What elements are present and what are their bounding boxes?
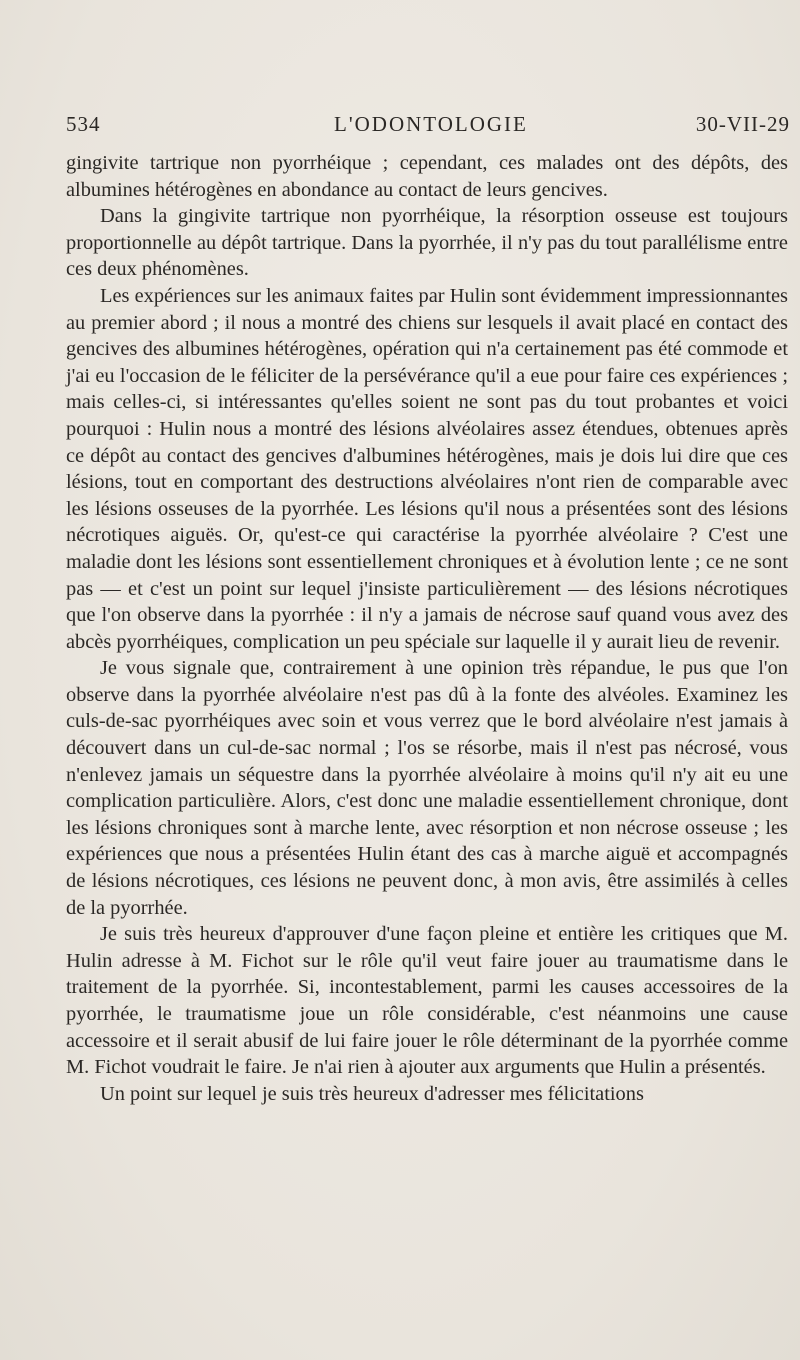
paragraph-resorption: Dans la gingivite tartrique non pyorrhéique, la résorption osseuse est toujours proportionnelle au dépôt tartrique. Dans la pyorrhée, il n'y pas du tout parallélisme entre ces deux phénomènes. xyxy=(66,205,788,281)
paragraph-final: Un point sur lequel je suis très heureux d'adresser mes félicitations xyxy=(100,1082,644,1105)
running-head xyxy=(66,112,790,142)
journal-title: L'ODONTOLOGIE xyxy=(334,112,528,136)
issue-date: 30-VII-29 xyxy=(695,112,790,136)
paragraph-continuation: gingivite tartrique non pyorrhéique ; cependant, ces malades ont des dépôts, des albumines hétérogènes en abondance au contact de leurs gencives. xyxy=(66,152,788,201)
paragraph-pus: Je vous signale que, contrairement à une opinion très répandue, le pus que l'on observe dans la pyorrhée alvéolaire n'est pas dû à la fonte des alvéoles. Examinez les culs-de-sac pyorrhéiques avec soin et vous verrez que le bord alvéolaire n'est jamais à découvert dans un cul-de-sac normal ; l'os se résorbe, mais il n'est pas nécrosé, vous n'enlevez jamais un séquestre dans la pyorrhée alvéolaire à moins qu'il n'y ait eu une complication particulière. Alors, c'est donc une maladie essentiellement chronique, dont les lésions chroniques sont à marche lente, avec résorption et non nécrose osseuse ; les expériences que nous a présentées Hulin étant des cas à marche aiguë et accompagnés de lésions nécrotiques, ces lésions ne peuvent donc, à mon avis, être assimilés à celles de la pyorrhée. xyxy=(66,657,788,919)
body-text xyxy=(66,150,788,1107)
page-number: 534 xyxy=(66,112,101,136)
paragraph-traumatism: Je suis très heureux d'approuver d'une façon pleine et entière les critiques que M. Hulin adresse à M. Fichot sur le rôle qu'il veut faire jouer au traumatisme dans le traitement de la pyorrhée. Si, incontestablement, parmi les causes accessoires de la pyorrhée, le traumatisme joue un rôle considérable, c'est néanmoins une cause accessoire et il serait abusif de lui faire jouer le rôle déterminant de la pyorrhée comme M. Fichot voudrait le faire. Je n'ai rien à ajouter aux arguments que Hulin a présentés. xyxy=(66,923,788,1079)
paragraph-animal-experiments: Les expériences sur les animaux faites par Hulin sont évidemment impressionnantes au premier abord ; il nous a montré des chiens sur lesquels il avait placé en contact des gencives des albumines hétérogènes, opération qui n'a certainement pas été commode et j'ai eu l'occasion de le féliciter de la persévérance qu'il a eue pour faire ces expériences ; mais celles-ci, si intéressantes qu'elles soient ne sont pas du tout probantes et voici pourquoi : Hulin nous a montré des lésions alvéolaires assez étendues, obtenues après ce dépôt au contact des gencives d'albumines hétérogènes, mais je dois lui dire que ces lésions, tout en comportant des destructions alvéolaires n'ont rien de comparable avec les lésions osseuses de la pyorrhée. Les lésions qu'il nous a présentées sont des lésions nécrotiques aiguës. Or, qu'est-ce qui caractérise la pyorrhée alvéolaire ? C'est une maladie dont les lésions sont essentiellement chroniques et à évolution lente ; ce ne sont pas — et c'est un point sur lequel j'insiste particulièrement — des lésions nécrotiques que l'on observe dans la pyorrhée : il n'y a jamais de nécrose sauf quand vous avez des abcès pyorrhéiques, complication un peu spéciale sur laquelle il y aurait lieu de revenir. xyxy=(66,284,788,653)
